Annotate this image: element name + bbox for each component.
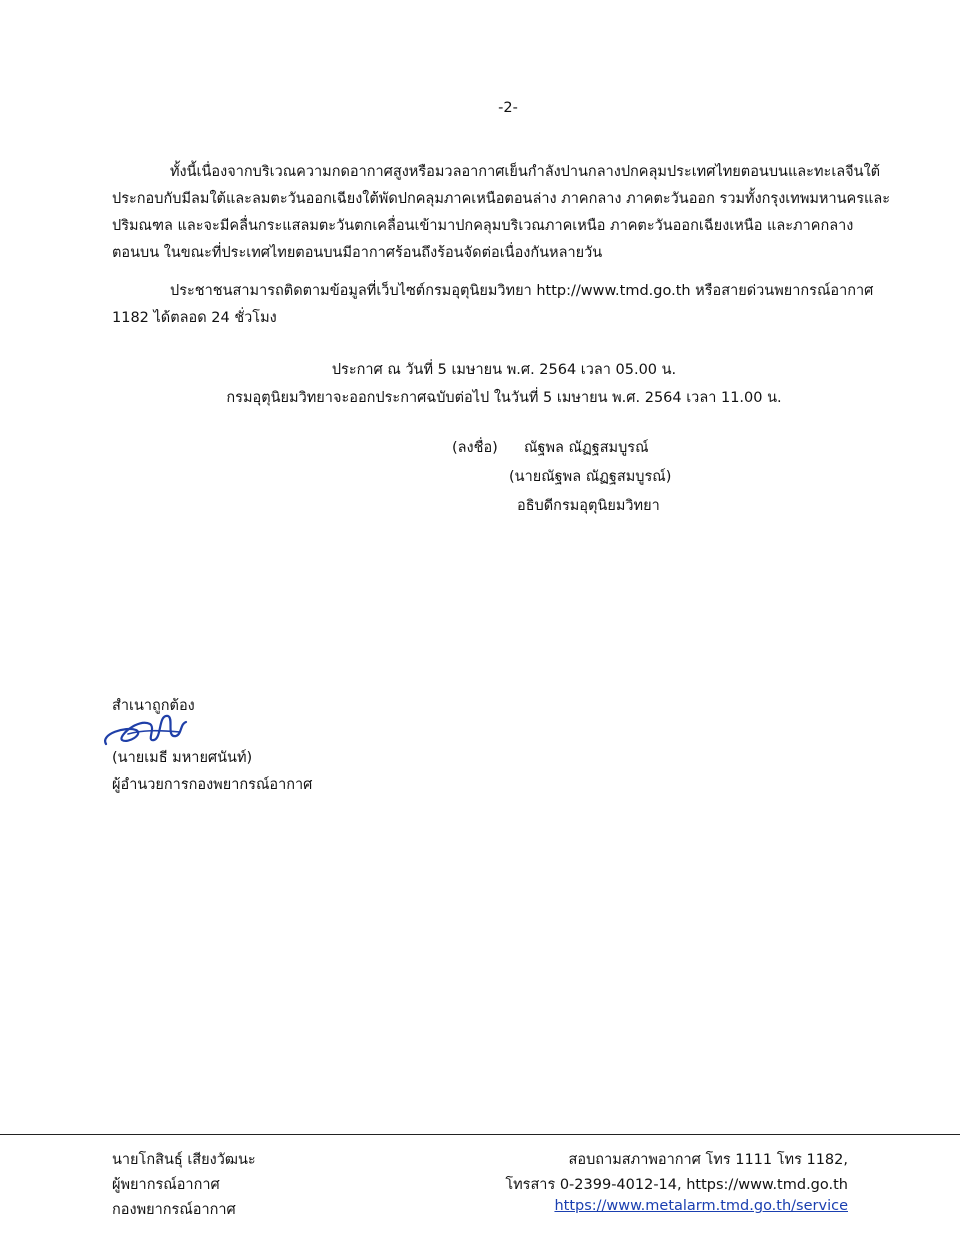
- paragraph-line: 1182 ได้ตลอด 24 ชั่วโมง: [112, 310, 277, 326]
- certified-copy-label: สำเนาถูกต้อง: [112, 698, 195, 714]
- certified-copy-name: (นายเมธี มหายศนันท์): [112, 750, 253, 766]
- signatory-title: อธิบดีกรมอุตุนิยมวิทยา: [517, 498, 660, 514]
- paragraph-line: ประชาชนสามารถติดตามข้อมูลที่เว็บไซต์กรมอุตุนิยมวิทยา http://www.tmd.go.th หรือสายด่วนพยากรณ์อากาศ: [170, 283, 874, 299]
- page-number: -2-: [498, 100, 518, 116]
- footer-forecaster-position: ผู้พยากรณ์อากาศ: [112, 1177, 220, 1193]
- paragraph-line: ทั้งนี้เนื่องจากบริเวณความกดอากาศสูงหรือมวลอากาศเย็นกำลังปานกลางปกคลุมประเทศไทยตอนบนและทะเลจีนใต้: [170, 164, 881, 180]
- footer-service-link[interactable]: https://www.metalarm.tmd.go.th/service: [554, 1198, 848, 1214]
- footer-forecaster-name: นายโกสินธุ์ เสียงวัฒนะ: [112, 1152, 256, 1168]
- signature-signed-name: ณัฐพล ณัฏฐสมบูรณ์: [524, 440, 649, 456]
- signatory-full-name: (นายณัฐพล ณัฏฐสมบูรณ์): [509, 469, 672, 485]
- footer-divider: [0, 1134, 960, 1135]
- announcement-next: กรมอุตุนิยมวิทยาจะออกประกาศฉบับต่อไป ในวันที่ 5 เมษายน พ.ศ. 2564 เวลา 11.00 น.: [226, 390, 782, 406]
- certified-copy-title: ผู้อำนวยการกองพยากรณ์อากาศ: [112, 777, 313, 793]
- handwritten-signature: [98, 704, 198, 752]
- footer-phone: สอบถามสภาพอากาศ โทร 1111 โทร 1182,: [568, 1152, 848, 1168]
- footer-fax: โทรสาร 0-2399-4012-14, https://www.tmd.go.th: [505, 1177, 848, 1193]
- footer-division: กองพยากรณ์อากาศ: [112, 1202, 236, 1218]
- signature-label: (ลงชื่อ): [452, 440, 498, 456]
- announcement-issued: ประกาศ ณ วันที่ 5 เมษายน พ.ศ. 2564 เวลา 05.00 น.: [331, 362, 677, 378]
- paragraph-line: ปริมณฑล และจะมีคลื่นกระแสลมตะวันตกเคลื่อนเข้ามาปกคลุมบริเวณภาคเหนือ ภาคตะวันออกเฉียงเหนือ และภาคกลาง: [112, 218, 854, 234]
- paragraph-line: ประกอบกับมีลมใต้และลมตะวันออกเฉียงใต้พัดปกคลุมภาคเหนือตอนล่าง ภาคกลาง ภาคตะวันออก รวมทั้งกรุงเทพมหานครและ: [112, 191, 891, 207]
- paragraph-line: ตอนบน ในขณะที่ประเทศไทยตอนบนมีอากาศร้อนถึงร้อนจัดต่อเนื่องกันหลายวัน: [112, 245, 603, 261]
